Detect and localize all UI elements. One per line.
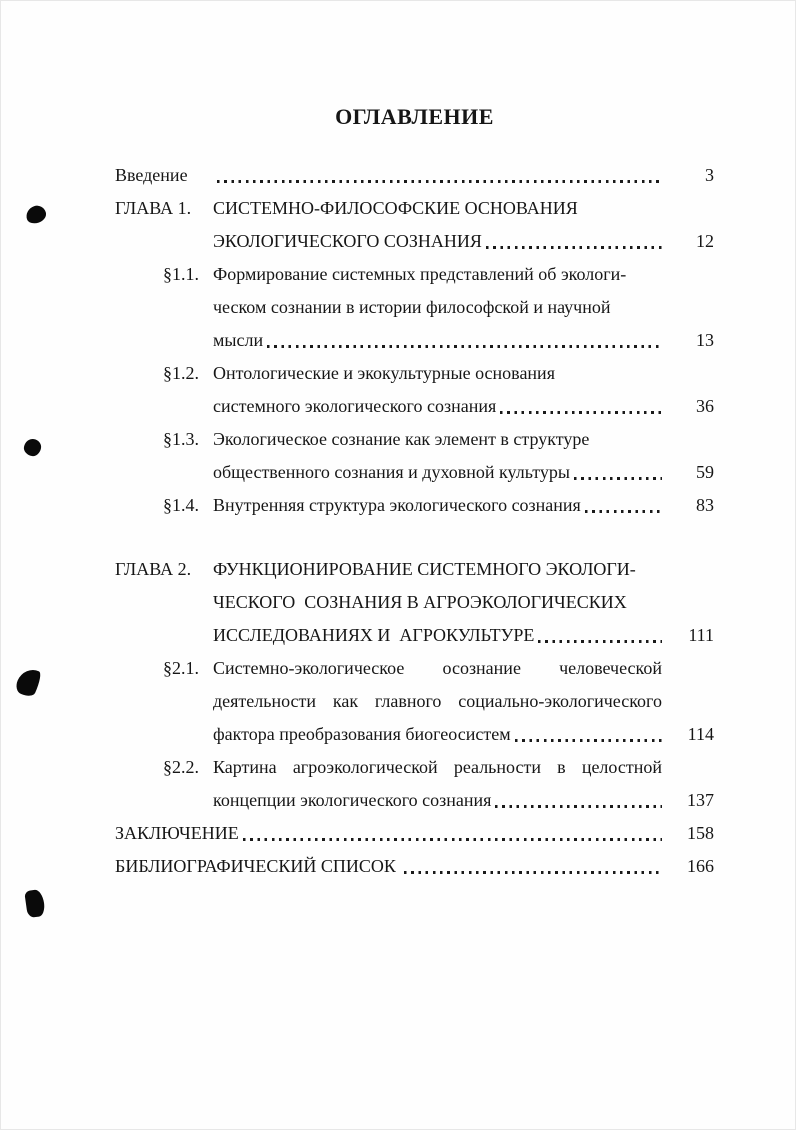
entry-line xyxy=(115,192,714,225)
ink-blot-3 xyxy=(13,665,44,699)
line-text: Внутренняя структура экологического сознания xyxy=(213,495,581,515)
line-text: системного экологического сознания xyxy=(213,396,497,416)
entry-line xyxy=(115,258,714,291)
entry-line xyxy=(115,652,714,685)
entry-label: §2.1. xyxy=(163,658,199,678)
line-text: Экологическое сознание как элемент в структуре xyxy=(213,429,590,449)
toc-entry xyxy=(115,850,714,883)
line-text: ФУНКЦИОНИРОВАНИЕ СИСТЕМНОГО ЭКОЛОГИ- xyxy=(213,559,636,579)
dot-leader xyxy=(515,739,662,742)
entry-label xyxy=(115,586,213,619)
page-number: 166 xyxy=(687,856,714,876)
entry-label: §2.2. xyxy=(163,757,199,777)
page-number: 114 xyxy=(687,724,714,744)
entry-line xyxy=(115,357,714,390)
entry-line xyxy=(115,324,714,357)
dot-leader xyxy=(404,871,662,874)
entry-label xyxy=(115,456,213,489)
entry-line xyxy=(115,751,714,784)
line-text: ческом сознании в истории философской и научной xyxy=(213,297,611,317)
line-text: ЗАКЛЮЧЕНИЕ xyxy=(115,823,239,843)
entry-line xyxy=(115,685,714,718)
page-number xyxy=(662,685,714,718)
page-number: 158 xyxy=(687,823,714,843)
entry-line xyxy=(115,291,714,324)
toc-entry xyxy=(115,652,714,751)
entry-line xyxy=(115,225,714,258)
page-number: 137 xyxy=(687,790,714,810)
entry-line xyxy=(115,784,714,817)
page-number: 111 xyxy=(688,625,714,645)
toc-entry xyxy=(115,817,714,850)
entry-line xyxy=(115,553,714,586)
toc-entries xyxy=(115,159,714,883)
toc-entry xyxy=(115,258,714,357)
line-text: фактора преобразования биогеосистем xyxy=(213,724,511,744)
entry-label xyxy=(115,291,213,324)
page-number xyxy=(662,652,714,685)
page-number: 12 xyxy=(696,231,714,251)
ink-blot-2 xyxy=(23,438,43,458)
entry-label: ГЛАВА 2. xyxy=(115,559,192,579)
line-text: Формирование системных представлений об экологи- xyxy=(213,264,627,284)
line-text: ЭКОЛОГИЧЕСКОГО СОЗНАНИЯ xyxy=(213,231,482,251)
dot-leader xyxy=(538,640,662,643)
page-number: 3 xyxy=(705,165,714,185)
entry-line xyxy=(115,390,714,423)
line-text: ЧЕСКОГО СОЗНАНИЯ В АГРОЭКОЛОГИЧЕСКИХ xyxy=(213,592,627,612)
line-text: ИССЛЕДОВАНИЯХ И АГРОКУЛЬТУРЕ xyxy=(213,625,535,645)
entry-label: §1.4. xyxy=(163,495,199,515)
line-text: СИСТЕМНО-ФИЛОСОФСКИЕ ОСНОВАНИЯ xyxy=(213,198,578,218)
entry-label xyxy=(115,685,213,718)
entry-label: §1.1. xyxy=(163,264,199,284)
dot-leader xyxy=(585,510,662,513)
entry-label: Введение xyxy=(115,165,188,185)
entry-label: §1.3. xyxy=(163,429,199,449)
entry-label xyxy=(115,225,213,258)
entry-line xyxy=(115,718,714,751)
entry-label xyxy=(115,324,213,357)
dot-leader xyxy=(217,180,662,183)
dot-leader xyxy=(486,246,662,249)
line-text: деятельности как главного социально-экологического xyxy=(213,691,662,711)
line-text: Системно-экологическое осознание человеческой xyxy=(213,658,662,678)
entry-label xyxy=(115,784,213,817)
entry-label xyxy=(115,390,213,423)
line-text: концепции экологического сознания xyxy=(213,790,492,810)
dot-leader xyxy=(495,805,662,808)
entry-line xyxy=(115,489,714,522)
dot-leader xyxy=(500,411,662,414)
entry-label: §1.2. xyxy=(163,363,199,383)
entry-line xyxy=(115,159,714,192)
toc-entry xyxy=(115,553,714,652)
toc-content xyxy=(115,103,714,883)
entry-line xyxy=(115,850,714,883)
line-text: Картина агроэкологической реальности в целостной xyxy=(213,757,662,777)
toc-entry xyxy=(115,357,714,423)
toc-entry xyxy=(115,423,714,489)
dot-leader xyxy=(243,838,662,841)
entry-line xyxy=(115,456,714,489)
toc-entry xyxy=(115,751,714,817)
page-number: 83 xyxy=(696,495,714,515)
page-title: ОГЛАВЛЕНИЕ xyxy=(335,104,494,129)
page-number xyxy=(662,751,714,784)
line-text: общественного сознания и духовной культуры xyxy=(213,462,570,482)
dot-leader xyxy=(574,477,662,480)
ink-blot-4 xyxy=(24,889,46,918)
ink-blot-1 xyxy=(24,203,48,225)
line-text: мысли xyxy=(213,330,264,350)
entry-line xyxy=(115,817,714,850)
toc-entry xyxy=(115,159,714,192)
toc-entry xyxy=(115,489,714,522)
line-text: Онтологические и экокультурные основания xyxy=(213,363,555,383)
entry-line xyxy=(115,586,714,619)
page-number: 59 xyxy=(696,462,714,482)
dot-leader xyxy=(267,345,662,348)
entry-line xyxy=(115,423,714,456)
entry-line xyxy=(115,619,714,652)
page-number: 36 xyxy=(696,396,714,416)
entry-label xyxy=(115,619,213,652)
entry-label xyxy=(115,718,213,751)
page-number: 13 xyxy=(696,330,714,350)
entry-label: ГЛАВА 1. xyxy=(115,198,192,218)
toc-entry xyxy=(115,192,714,258)
line-text: БИБЛИОГРАФИЧЕСКИЙ СПИСОК xyxy=(115,856,401,876)
